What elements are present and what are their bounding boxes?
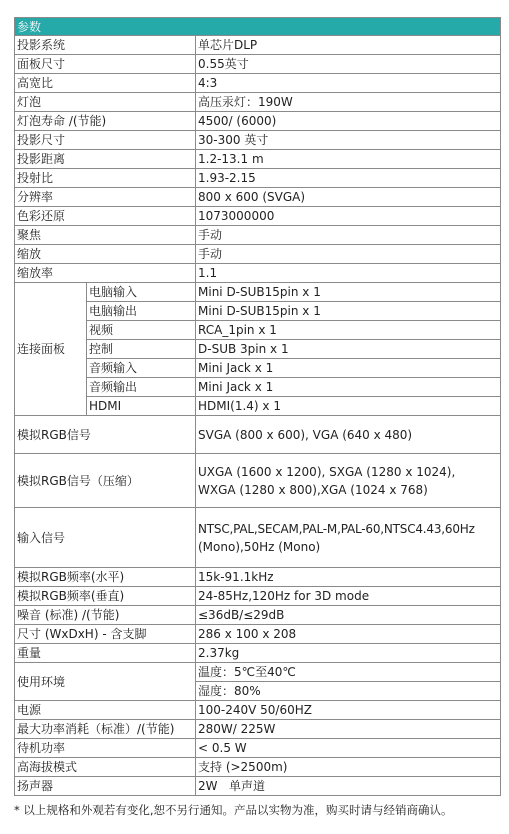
env-row — [15, 663, 501, 682]
spec-sheet — [14, 17, 500, 796]
table-row — [15, 416, 501, 454]
table-row — [15, 568, 501, 587]
row-label: 噪音 (标准) /(节能) — [15, 606, 196, 625]
spec-table — [14, 17, 501, 796]
row-label: 投影尺寸 — [15, 131, 196, 150]
row-label: 最大功率消耗（标准）/(节能) — [15, 720, 196, 739]
connection-item-name: 视频 — [87, 321, 196, 340]
row-label: 尺寸 (WxDxH) - 含支脚 — [15, 625, 196, 644]
row-value: 30-300 英寸 — [196, 131, 501, 150]
row-value: 1.2-13.1 m — [196, 150, 501, 169]
rgb-compressed-line2: WXGA (1280 x 800),XGA (1024 x 768) — [198, 482, 428, 497]
table-row — [15, 739, 501, 758]
connection-row — [15, 283, 501, 302]
input-signal-value — [196, 508, 501, 568]
table-row — [15, 150, 501, 169]
connection-item-value: Mini Jack x 1 — [196, 378, 501, 397]
table-row — [15, 587, 501, 606]
row-value: 800 x 600 (SVGA) — [196, 188, 501, 207]
env-temp: 温度：5℃至40℃ — [196, 663, 501, 682]
row-label: 待机功率 — [15, 739, 196, 758]
connection-row — [15, 321, 501, 340]
row-label: 高宽比 — [15, 74, 196, 93]
table-row — [15, 758, 501, 777]
row-value: 4500/ (6000) — [196, 112, 501, 131]
row-label: 投影系统 — [15, 36, 196, 55]
row-value: 2W 单声道 — [196, 777, 501, 796]
table-row — [15, 74, 501, 93]
connection-row — [15, 359, 501, 378]
table-row — [15, 777, 501, 796]
row-value: 1.93-2.15 — [196, 169, 501, 188]
row-value: 1.1 — [196, 264, 501, 283]
row-label: 灯泡 — [15, 93, 196, 112]
connection-item-name: HDMI — [87, 397, 196, 416]
row-label: 模拟RGB频率(水平) — [15, 568, 196, 587]
connection-row — [15, 397, 501, 416]
row-label: 投射比 — [15, 169, 196, 188]
input-signal-line2: (Mono),50Hz (Mono) — [198, 539, 321, 554]
row-label: 高海拔模式 — [15, 758, 196, 777]
row-label: 电源 — [15, 701, 196, 720]
row-value: 2.37kg — [196, 644, 501, 663]
connection-item-value: Mini Jack x 1 — [196, 359, 501, 378]
table-row — [15, 701, 501, 720]
input-signal-line1: NTSC,PAL,SECAM,PAL-M,PAL-60,NTSC4.43,60Hz — [198, 521, 475, 536]
row-value: ≤36dB/≤29dB — [196, 606, 501, 625]
row-label: 缩放率 — [15, 264, 196, 283]
row-label: 色彩还原 — [15, 207, 196, 226]
table-header: 参数 — [15, 18, 501, 36]
env-label: 使用环境 — [15, 663, 196, 701]
row-label: 面板尺寸 — [15, 55, 196, 74]
rgb-compressed-label: 模拟RGB信号（压缩） — [15, 454, 196, 508]
connection-item-value: D-SUB 3pin x 1 — [196, 340, 501, 359]
table-row — [15, 207, 501, 226]
row-value: 286 x 100 x 208 — [196, 625, 501, 644]
row-value: 24-85Hz,120Hz for 3D mode — [196, 587, 501, 606]
env-humidity: 湿度：80% — [196, 682, 501, 701]
row-value: 100-240V 50/60HZ — [196, 701, 501, 720]
table-row — [15, 625, 501, 644]
row-value: 手动 — [196, 226, 501, 245]
table-row — [15, 169, 501, 188]
row-label: 缩放 — [15, 245, 196, 264]
rgb-compressed-value — [196, 454, 501, 508]
connection-row — [15, 340, 501, 359]
connection-item-name: 控制 — [87, 340, 196, 359]
row-label: 重量 — [15, 644, 196, 663]
row-value: 280W/ 225W — [196, 720, 501, 739]
connection-item-name: 电脑输出 — [87, 302, 196, 321]
input-signal-label: 输入信号 — [15, 508, 196, 568]
table-row — [15, 131, 501, 150]
row-value: 15k-91.1kHz — [196, 568, 501, 587]
row-label: 模拟RGB频率(垂直) — [15, 587, 196, 606]
table-row — [15, 55, 501, 74]
table-row — [15, 644, 501, 663]
table-row — [15, 188, 501, 207]
table-row — [15, 606, 501, 625]
table-row — [15, 36, 501, 55]
footnote: * 以上规格和外观若有变化,恕不另行通知。产品以实物为准，购买时请与经销商确认。 — [14, 803, 453, 817]
row-value: 高压汞灯：190W — [196, 93, 501, 112]
connection-item-value: Mini D-SUB15pin x 1 — [196, 283, 501, 302]
row-value: 单芯片DLP — [196, 36, 501, 55]
connection-item-name: 电脑输入 — [87, 283, 196, 302]
connection-item-value: Mini D-SUB15pin x 1 — [196, 302, 501, 321]
table-row — [15, 264, 501, 283]
rgb-label: 模拟RGB信号 — [15, 416, 196, 454]
row-label: 投影距离 — [15, 150, 196, 169]
table-row — [15, 226, 501, 245]
rgb-compressed-line1: UXGA (1600 x 1200), SXGA (1280 x 1024), — [198, 464, 456, 479]
connection-item-name: 音频输出 — [87, 378, 196, 397]
row-label: 灯泡寿命 /(节能) — [15, 112, 196, 131]
connection-row — [15, 302, 501, 321]
row-value: 1073000000 — [196, 207, 501, 226]
row-value: 4:3 — [196, 74, 501, 93]
table-header-row — [15, 18, 501, 36]
table-row — [15, 508, 501, 568]
table-row — [15, 245, 501, 264]
row-label: 扬声器 — [15, 777, 196, 796]
row-value: 0.55英寸 — [196, 55, 501, 74]
table-row — [15, 112, 501, 131]
row-value: 手动 — [196, 245, 501, 264]
row-label: 聚焦 — [15, 226, 196, 245]
connection-row — [15, 378, 501, 397]
table-row — [15, 454, 501, 508]
connection-item-value: RCA_1pin x 1 — [196, 321, 501, 340]
row-label: 分辨率 — [15, 188, 196, 207]
row-value: 支持 (>2500m) — [196, 758, 501, 777]
connection-item-value: HDMI(1.4) x 1 — [196, 397, 501, 416]
table-row — [15, 720, 501, 739]
table-row — [15, 93, 501, 112]
row-value: < 0.5 W — [196, 739, 501, 758]
rgb-value: SVGA (800 x 600), VGA (640 x 480) — [196, 416, 501, 454]
connection-item-name: 音频输入 — [87, 359, 196, 378]
connection-label: 连接面板 — [15, 283, 87, 416]
